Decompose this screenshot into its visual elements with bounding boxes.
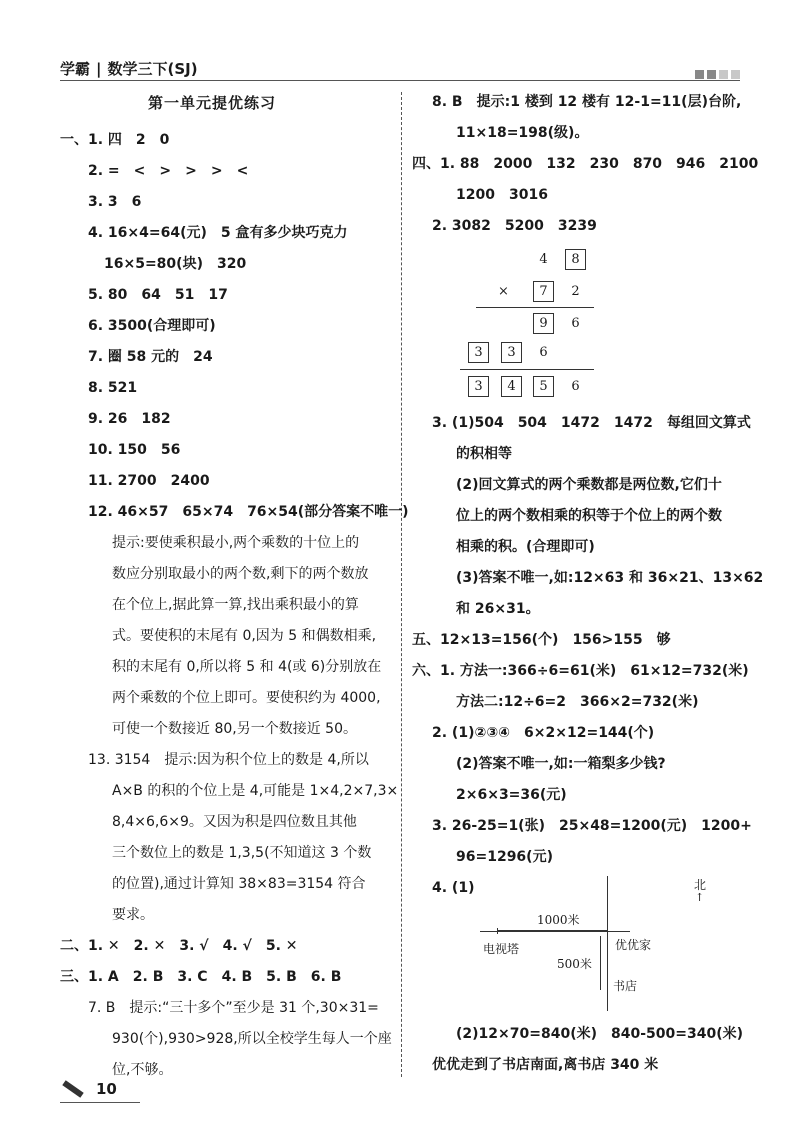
- sum-rule: [460, 369, 594, 370]
- hint-line: 要求。: [112, 907, 154, 923]
- answer-line: 三、1. A 2. B 3. C 4. B 5. B 6. B: [60, 969, 342, 985]
- answer-line: 3. 3 6: [88, 194, 142, 210]
- hint-line: 930(个),930>928,所以全校学生每人一个座: [112, 1031, 392, 1047]
- answer-line: (2)答案不唯一,如:一箱梨多少钱?: [456, 756, 666, 772]
- answer-line: 四、1. 88 2000 132 230 870 946 2100: [412, 156, 759, 172]
- answer-line: 2×6×3=36(元): [456, 787, 567, 803]
- digit: 2: [571, 284, 580, 299]
- home-label: 优优家: [615, 938, 652, 952]
- answer-line: 3. (1)504 504 1472 1472 每组回文算式: [432, 415, 751, 431]
- answer-line: 2. = < > > > <: [88, 163, 249, 179]
- digit-box: 9: [533, 313, 554, 334]
- tower-marker: [497, 928, 498, 934]
- hint-line: 可使一个数接近 80,另一个数接近 50。: [112, 721, 357, 737]
- answer-line: 11×18=198(级)。: [456, 125, 589, 141]
- digit-box: 8: [565, 249, 586, 270]
- hint-line: 8,4×6,6×9。又因为积是四位数且其他: [112, 814, 357, 830]
- digit-box: 5: [533, 376, 554, 397]
- answer-line: 8. B 提示:1 楼到 12 楼有 12-1=11(层)台阶,: [432, 94, 742, 110]
- route-segment: [600, 936, 601, 990]
- digit-box: 3: [468, 342, 489, 363]
- hint-line: 数应分别取最小的两个数,剩下的两个数放: [112, 566, 369, 582]
- digit-box: 3: [501, 342, 522, 363]
- digit-box: 7: [533, 281, 554, 302]
- answer-line: 5. 80 64 51 17: [88, 287, 228, 303]
- times-sign: ×: [498, 284, 509, 299]
- hint-line: 三个数位上的数是 1,3,5(不知道这 3 个数: [112, 845, 372, 861]
- tv-tower-label: 电视塔: [483, 942, 520, 956]
- answer-line: 11. 2700 2400: [88, 473, 210, 489]
- column-divider: [401, 92, 402, 1077]
- answer-line: 12. 46×57 65×74 76×54(部分答案不唯一): [88, 504, 409, 520]
- north-label: 北: [694, 878, 707, 892]
- hint-line: 7. B 提示:“三十多个”至少是 31 个,30×31=: [88, 1000, 379, 1016]
- page-title: 第一单元提优练习: [148, 94, 277, 112]
- north-arrow-icon: ↑: [695, 891, 705, 904]
- page-header: [60, 58, 740, 82]
- answer-line: 方法二:12÷6=2 366×2=732(米): [456, 694, 699, 710]
- header-rule: [60, 80, 740, 81]
- answer-line: (2)回文算式的两个乘数都是两位数,它们十: [456, 477, 722, 493]
- digit: 6: [571, 379, 580, 394]
- answer-line: 六、1. 方法一:366÷6=61(米) 61×12=732(米): [412, 663, 749, 679]
- answer-line: 3. 26-25=1(张) 25×48=1200(元) 1200+: [432, 818, 752, 834]
- digit: 6: [571, 316, 580, 331]
- product-rule: [476, 307, 594, 308]
- answer-line: 一、1. 四 2 0: [60, 132, 170, 148]
- page-number: 10: [96, 1080, 117, 1098]
- answer-line: 位上的两个数相乘的积等于个位上的两个数: [456, 508, 722, 524]
- horizontal-road: [480, 931, 630, 932]
- hint-line: 两个乘数的个位上即可。要使积约为 4000,: [112, 690, 381, 706]
- digit-box: 3: [468, 376, 489, 397]
- hint-line: 13. 3154 提示:因为积个位上的数是 4,所以: [88, 752, 369, 768]
- digit: 6: [539, 345, 548, 360]
- answer-line: 4. (1): [432, 880, 475, 896]
- answer-line: 的积相等: [456, 446, 512, 462]
- hint-line: 位,不够。: [112, 1062, 173, 1078]
- answer-line: 10. 150 56: [88, 442, 181, 458]
- answer-line: 和 26×31。: [456, 601, 540, 617]
- brand-logo: 学霸: [60, 60, 91, 78]
- hint-line: 积的末尾有 0,所以将 5 和 4(或 6)分别放在: [112, 659, 382, 675]
- answer-line: (2)12×70=840(米) 840-500=340(米): [456, 1026, 743, 1042]
- answer-line: 1200 3016: [456, 187, 548, 203]
- digit: 4: [539, 252, 548, 267]
- answer-line: 二、1. ✕ 2. ✕ 3. √ 4. √ 5. ✕: [60, 938, 298, 954]
- pen-icon: [62, 1080, 83, 1098]
- hint-line: 提示:要使乘积最小,两个乘数的十位上的: [112, 535, 360, 551]
- answer-line: 9. 26 182: [88, 411, 171, 427]
- hint-line: A×B 的积的个位上是 4,可能是 1×4,2×7,3×: [112, 783, 399, 799]
- answer-line: (3)答案不唯一,如:12×63 和 36×21、13×62: [456, 570, 764, 586]
- answer-line: 7. 圈 58 元的 24: [88, 349, 213, 365]
- distance-label: 1000米: [537, 913, 580, 927]
- answer-line: 优优走到了书店南面,离书店 340 米: [432, 1057, 659, 1073]
- answer-line: 6. 3500(合理即可): [88, 318, 216, 334]
- answer-line: 2. (1)②③④ 6×2×12=144(个): [432, 725, 655, 741]
- answer-line: 五、12×13=156(个) 156>155 够: [412, 632, 671, 648]
- answer-line: 8. 521: [88, 380, 138, 396]
- hint-line: 式。要使积的末尾有 0,因为 5 和偶数相乘,: [112, 628, 377, 644]
- vertical-road: [607, 876, 608, 1011]
- hint-line: 在个位上,据此算一算,找出乘积最小的算: [112, 597, 359, 613]
- hint-line: 的位置),通过计算知 38×83=3154 符合: [112, 876, 366, 892]
- header-brand: 学霸 | 数学三下(SJ): [60, 60, 198, 78]
- bookstore-label: 书店: [613, 979, 638, 993]
- answer-line: 4. 16×4=64(元) 5 盒有多少块巧克力: [88, 225, 348, 241]
- digit-box: 4: [501, 376, 522, 397]
- distance-label: 500米: [557, 957, 592, 971]
- answer-line: 相乘的积。(合理即可): [456, 539, 595, 555]
- answer-line: 16×5=80(块) 320: [104, 256, 247, 272]
- footer-rule: [60, 1102, 140, 1103]
- answer-line: 2. 3082 5200 3239: [432, 218, 597, 234]
- answer-line: 96=1296(元): [456, 849, 553, 865]
- subject-label: 数学三下(SJ): [107, 60, 198, 78]
- route-segment: [497, 930, 608, 931]
